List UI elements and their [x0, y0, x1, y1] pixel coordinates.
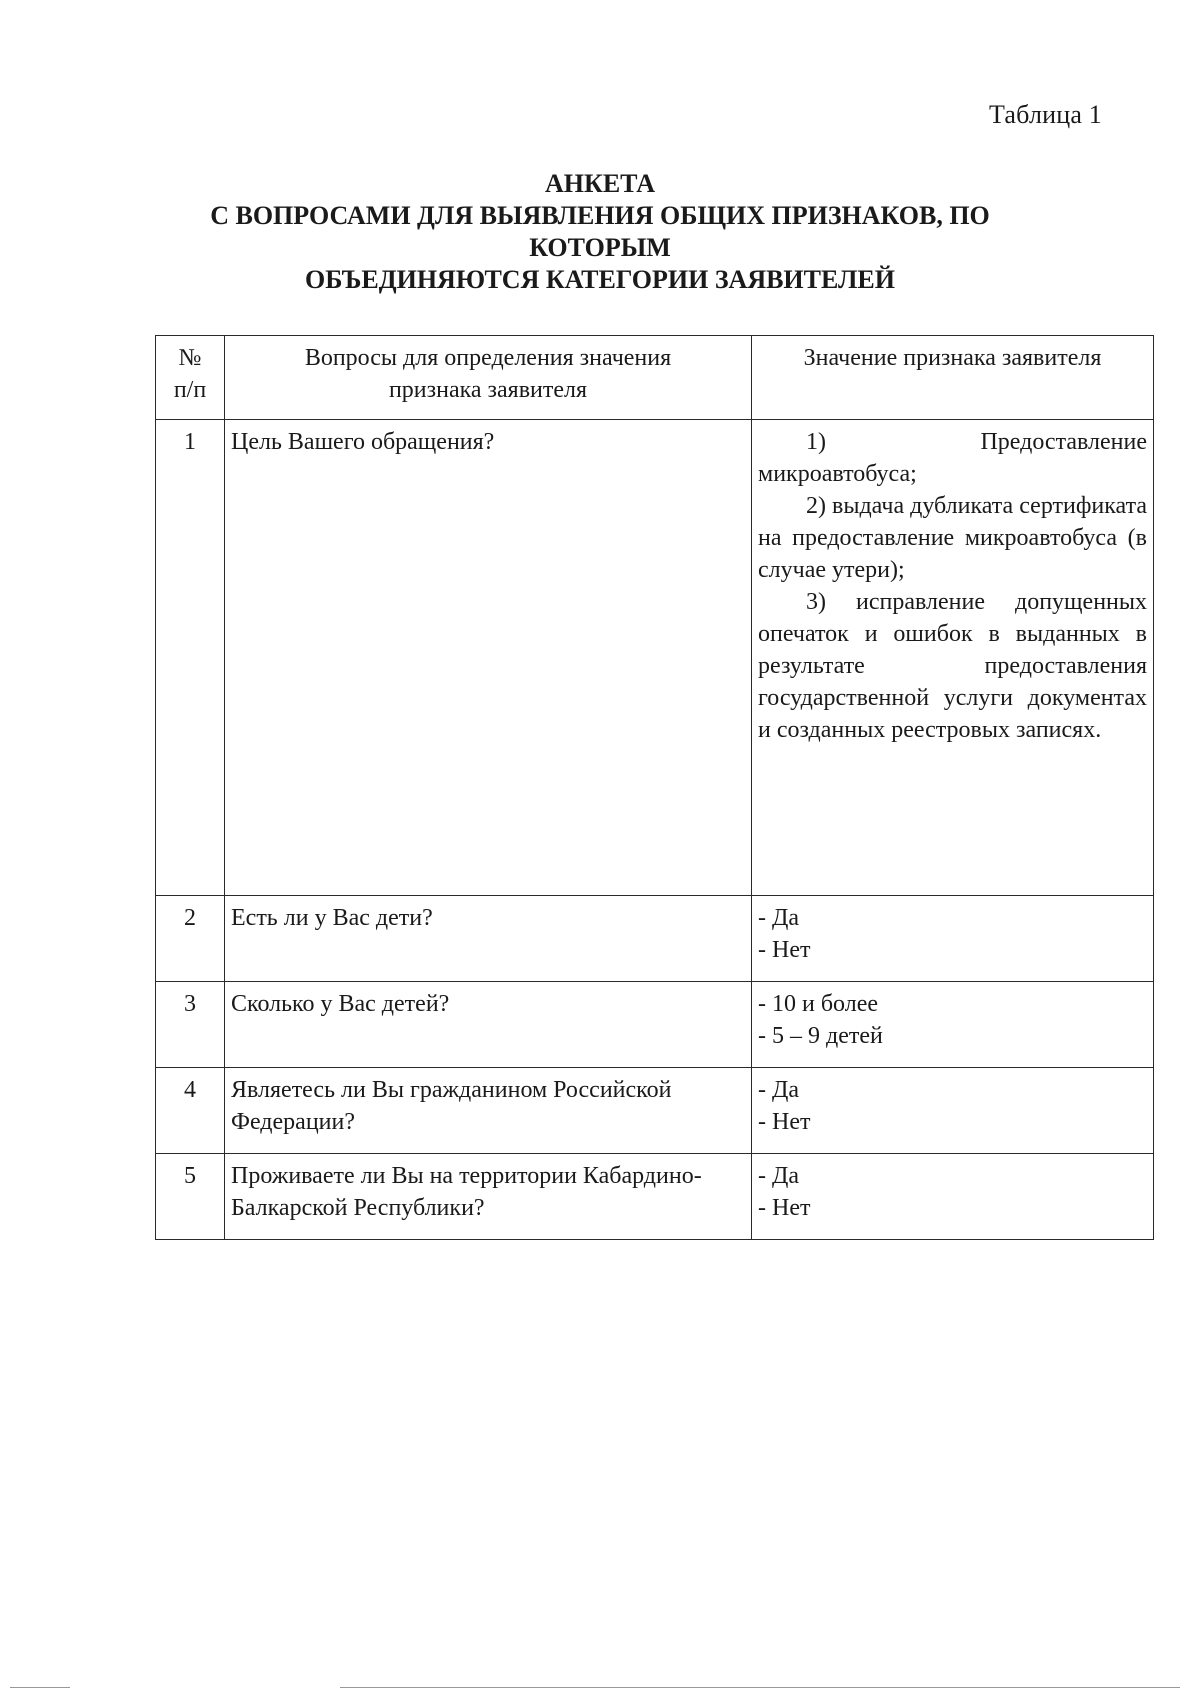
answer-item: - Нет	[758, 937, 811, 963]
answer-item: - Нет	[758, 1195, 811, 1221]
header-number	[156, 336, 225, 420]
title-line-4: ОБЪЕДИНЯЮТСЯ КАТЕГОРИИ ЗАЯВИТЕЛЕЙ	[305, 265, 895, 294]
row-question: Сколько у Вас детей?	[225, 982, 752, 1068]
row-answer	[752, 896, 1154, 982]
header-question	[225, 336, 752, 420]
row-answer	[752, 420, 1154, 896]
header-number-line-2: п/п	[173, 377, 207, 403]
answer-item: - Да	[758, 1163, 800, 1189]
row-question: Цель Вашего обращения?	[225, 420, 752, 896]
answer-item: 3) исправление допущенных опечаток и ошибок в выданных в результате предоставления государственной услуги документах и созданных реестровых записях.	[758, 589, 1147, 743]
table-header-row	[156, 336, 1154, 420]
row-question: Являетесь ли Вы гражданином Российской Федерации?	[225, 1068, 752, 1154]
header-question-line-2: признака заявителя	[388, 377, 588, 403]
table-row	[156, 982, 1154, 1068]
header-number-line-1: №	[178, 345, 202, 371]
row-question: Проживаете ли Вы на территории Кабардино-Балкарской Республики?	[225, 1154, 752, 1240]
answer-item: - 10 и более	[758, 991, 879, 1017]
answer-item: 1) Предоставление микроавтобуса;	[758, 429, 1147, 487]
row-number: 3	[156, 982, 225, 1068]
answer-item: - Да	[758, 1077, 800, 1103]
table-row	[156, 896, 1154, 982]
table-row	[156, 420, 1154, 896]
title-line-2: С ВОПРОСАМИ ДЛЯ ВЫЯВЛЕНИЯ ОБЩИХ ПРИЗНАКОВ, ПО	[210, 201, 990, 230]
row-answer	[752, 1154, 1154, 1240]
answer-item: 2) выдача дубликата сертификата на предоставление микроавтобуса (в случае утери);	[758, 493, 1147, 583]
footer-divider	[10, 1687, 70, 1688]
title-line-3: КОТОРЫМ	[529, 233, 671, 262]
answer-item: - 5 – 9 детей	[758, 1023, 883, 1049]
row-number: 4	[156, 1068, 225, 1154]
answer-item: - Нет	[758, 1109, 811, 1135]
document-title	[0, 168, 1200, 296]
table-label: Таблица 1	[989, 100, 1102, 129]
table-row	[156, 1068, 1154, 1154]
row-number: 2	[156, 896, 225, 982]
answer-item: - Да	[758, 905, 800, 931]
row-number: 5	[156, 1154, 225, 1240]
footer-divider	[340, 1687, 1180, 1688]
header-answer	[752, 336, 1154, 420]
questionnaire-table	[155, 335, 1154, 1240]
row-number: 1	[156, 420, 225, 896]
table-row	[156, 1154, 1154, 1240]
header-answer-text: Значение признака заявителя	[803, 345, 1102, 371]
header-question-line-1: Вопросы для определения значения	[304, 345, 672, 371]
row-answer	[752, 982, 1154, 1068]
title-line-1: АНКЕТА	[544, 169, 656, 198]
row-question: Есть ли у Вас дети?	[225, 896, 752, 982]
row-answer	[752, 1068, 1154, 1154]
